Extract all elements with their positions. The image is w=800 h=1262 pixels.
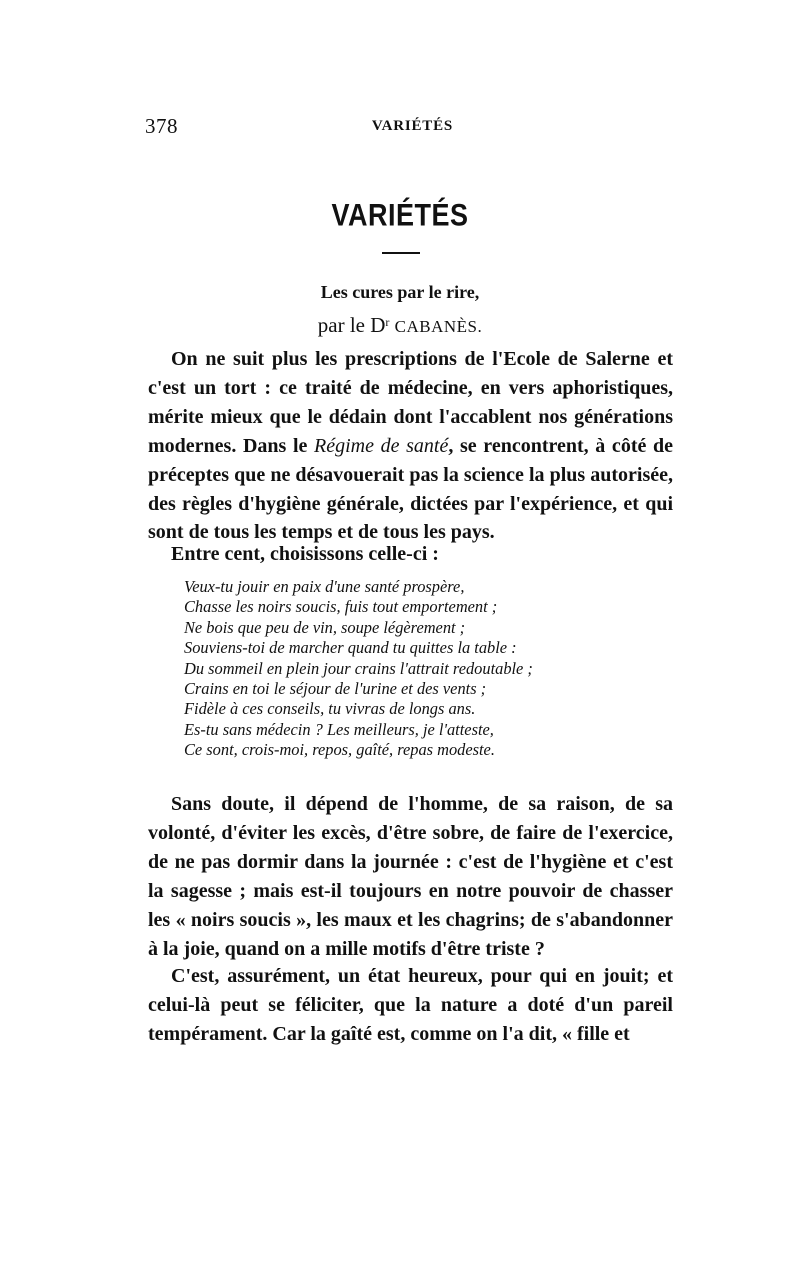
paragraph-2: Entre cent, choisissons celle-ci : <box>171 543 439 565</box>
paragraph-1-italic: Régime de santé <box>314 434 449 457</box>
verse-line: Ne bois que peu de vin, soupe légèrement ; <box>184 617 466 637</box>
verse-line: Fidèle à ces conseils, tu vivras de longs ans. <box>184 699 476 719</box>
byline-prefix: par le D <box>317 313 386 337</box>
section-title: VARIÉTÉS <box>331 197 469 233</box>
verse-line: Du sommeil en plein jour crains l'attrait redoutable ; <box>184 658 533 678</box>
verse-line: Chasse les noirs soucis, fuis tout emportement ; <box>184 597 498 617</box>
byline <box>0 313 800 338</box>
byline-superscript: r <box>385 315 390 329</box>
verse-line: Souviens-toi de marcher quand tu quittes la table : <box>184 638 517 658</box>
running-head <box>145 114 680 144</box>
byline-author: CABANÈS. <box>394 317 483 336</box>
verse-line: Veux-tu jouir en paix d'une santé prospère, <box>184 577 465 596</box>
verse-line: Crains en toi le séjour de l'urine et des vents ; <box>184 679 487 699</box>
paragraph-1 <box>148 345 673 547</box>
running-title: VARIÉTÉS <box>371 118 454 134</box>
title-divider <box>382 252 420 254</box>
page-number: 378 <box>145 114 178 138</box>
paragraph-1-text-a: On ne suit plus les prescriptions de l'Ecole de Salerne et c'est un tort : ce traité de médecine, en vers aphoristiques, mérite mieux que le dédain dont l'accablent nos générations modernes. Dans le <box>148 348 673 457</box>
article-title: Les cures par le rire, <box>320 282 480 302</box>
paragraph-3: Sans doute, il dépend de l'homme, de sa raison, de sa volonté, d'éviter les excès, d'être sobre, de faire de l'exercice, de ne pas dormir dans la journée : c'est de l'hygiène et c'est la sagesse ; mais est-il toujours en notre pouvoir de chasser les « noirs soucis », les maux et les chagrins; de s'abandonner à la joie, quand on a mille motifs d'être triste ? <box>148 793 673 960</box>
verse-line: Es-tu sans médecin ? Les meilleurs, je l'atteste, <box>184 719 494 739</box>
verse-block <box>184 577 654 761</box>
paragraph-1-text-b: , se rencontrent, à côté de préceptes que ne désavouerait pas la science la plus autorisée, des règles d'hygiène générale, dictées par l'expérience, et qui sont de tous les temps et de tous les pays. <box>148 434 673 544</box>
verse-line: Ce sont, crois-moi, repos, gaîté, repas modeste. <box>184 740 495 760</box>
paragraph-4: C'est, assurément, un état heureux, pour qui en jouit; et celui-là peut se féliciter, que la nature a doté d'un pareil tempérament. Car la gaîté est, comme on l'a dit, « fille et <box>148 965 673 1045</box>
